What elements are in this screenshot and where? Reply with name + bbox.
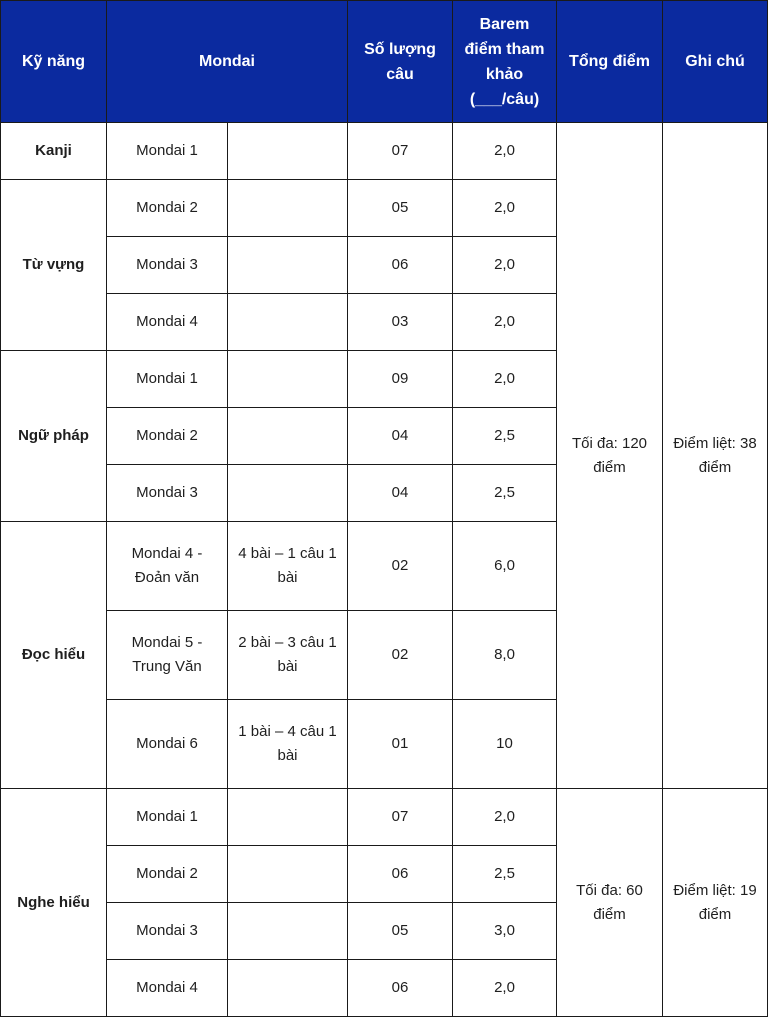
skill-ngu-phap: Ngữ pháp (1, 351, 107, 522)
count-cell: 06 (348, 960, 453, 1017)
score-cell: 8,0 (453, 611, 557, 700)
count-cell: 03 (348, 294, 453, 351)
score-cell: 2,5 (453, 846, 557, 903)
count-cell: 07 (348, 789, 453, 846)
count-cell: 04 (348, 465, 453, 522)
mondai-cell: Mondai 2 (107, 408, 228, 465)
count-cell: 05 (348, 180, 453, 237)
header-mondai: Mondai (107, 1, 348, 123)
total-cell-section2: Tối đa: 60 điểm (557, 789, 663, 1017)
skill-doc-hieu: Đọc hiểu (1, 522, 107, 789)
detail-cell (228, 237, 348, 294)
mondai-cell: Mondai 4 - Đoản văn (107, 522, 228, 611)
note-cell-section1: Điểm liệt: 38 điểm (663, 123, 768, 789)
mondai-cell: Mondai 1 (107, 789, 228, 846)
mondai-cell: Mondai 1 (107, 351, 228, 408)
score-cell: 2,0 (453, 351, 557, 408)
note-cell-section2: Điểm liệt: 19 điểm (663, 789, 768, 1017)
detail-cell: 1 bài – 4 câu 1 bài (228, 700, 348, 789)
mondai-cell: Mondai 2 (107, 180, 228, 237)
count-cell: 01 (348, 700, 453, 789)
table-row (1, 123, 768, 180)
score-cell: 2,0 (453, 789, 557, 846)
mondai-cell: Mondai 3 (107, 903, 228, 960)
mondai-cell: Mondai 2 (107, 846, 228, 903)
mondai-cell: Mondai 1 (107, 123, 228, 180)
header-count: Số lượng câu (348, 1, 453, 123)
mondai-cell: Mondai 6 (107, 700, 228, 789)
count-cell: 05 (348, 903, 453, 960)
score-cell: 2,5 (453, 465, 557, 522)
count-cell: 09 (348, 351, 453, 408)
score-cell: 2,0 (453, 960, 557, 1017)
score-cell: 6,0 (453, 522, 557, 611)
count-cell: 02 (348, 522, 453, 611)
count-cell: 04 (348, 408, 453, 465)
detail-cell (228, 789, 348, 846)
score-cell: 2,0 (453, 123, 557, 180)
detail-cell (228, 903, 348, 960)
detail-cell (228, 123, 348, 180)
score-cell: 2,0 (453, 180, 557, 237)
header-row (1, 1, 768, 123)
detail-cell (228, 960, 348, 1017)
detail-cell (228, 846, 348, 903)
total-cell-section1: Tối đa: 120 điểm (557, 123, 663, 789)
score-cell: 2,5 (453, 408, 557, 465)
skill-tu-vung: Từ vựng (1, 180, 107, 351)
score-cell: 3,0 (453, 903, 557, 960)
mondai-cell: Mondai 3 (107, 465, 228, 522)
count-cell: 07 (348, 123, 453, 180)
mondai-cell: Mondai 4 (107, 960, 228, 1017)
mondai-cell: Mondai 4 (107, 294, 228, 351)
skill-kanji: Kanji (1, 123, 107, 180)
table-row (1, 789, 768, 846)
header-note: Ghi chú (663, 1, 768, 123)
score-cell: 2,0 (453, 294, 557, 351)
detail-cell (228, 180, 348, 237)
count-cell: 06 (348, 237, 453, 294)
detail-cell: 2 bài – 3 câu 1 bài (228, 611, 348, 700)
mondai-cell: Mondai 3 (107, 237, 228, 294)
header-barem: Barem điểm tham khảo (___/câu) (453, 1, 557, 123)
detail-cell (228, 351, 348, 408)
detail-cell: 4 bài – 1 câu 1 bài (228, 522, 348, 611)
detail-cell (228, 408, 348, 465)
score-cell: 10 (453, 700, 557, 789)
header-skill: Kỹ năng (1, 1, 107, 123)
mondai-cell: Mondai 5 - Trung Văn (107, 611, 228, 700)
score-cell: 2,0 (453, 237, 557, 294)
header-total: Tổng điểm (557, 1, 663, 123)
count-cell: 06 (348, 846, 453, 903)
detail-cell (228, 294, 348, 351)
count-cell: 02 (348, 611, 453, 700)
detail-cell (228, 465, 348, 522)
skill-nghe-hieu: Nghe hiểu (1, 789, 107, 1017)
